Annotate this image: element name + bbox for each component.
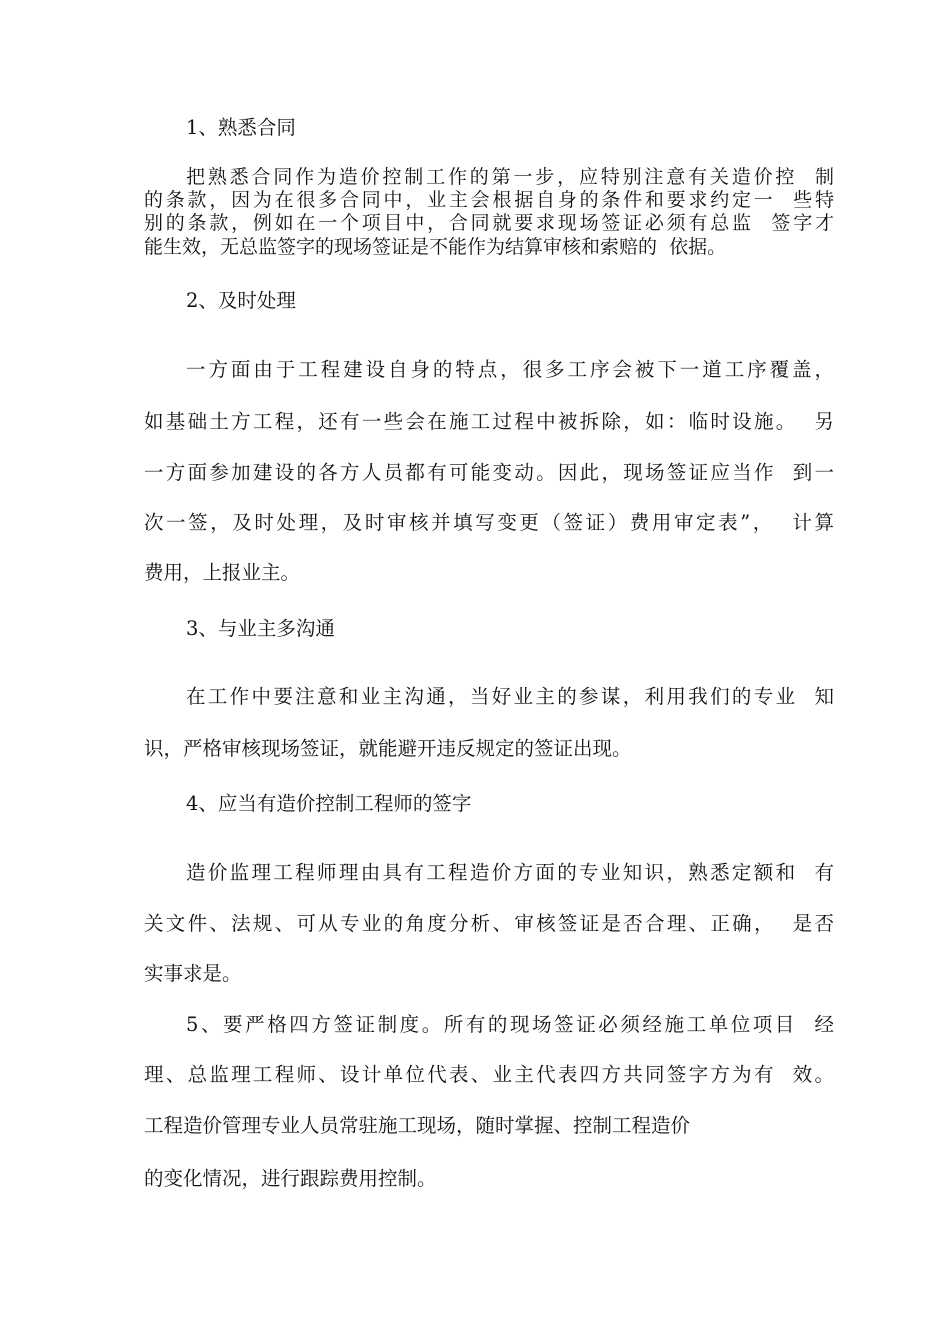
section-5-line-3: 工程造价管理专业人员常驻施工现场，随时掌握、控制工程造价 [144,1114,691,1137]
section-1-heading: 1、熟悉合同 [186,116,296,139]
section-4-heading: 4、应当有造价控制工程师的签字 [186,792,472,815]
section-4-line-1: 造价监理工程师理由具有工程造价方面的专业知识，熟悉定额和 有 [186,861,834,884]
section-3-line-1: 在工作中要注意和业主沟通，当好业主的参谋，利用我们的专业 知 [186,685,834,708]
section-2-line-5: 费用，上报业主。 [144,561,301,584]
section-4-line-2: 关文件、法规、可从专业的角度分析、审核签证是否合理、正确， 是否 [144,912,834,935]
section-4-line-3: 实事求是。 [144,962,242,985]
section-5-line-2: 理、总监理工程师、设计单位代表、业主代表四方共同签字方为有 效。 [144,1063,834,1086]
section-2-heading: 2、及时处理 [186,289,296,312]
section-1-line-3: 别的条款，例如在一个项目中，合同就要求现场签证必须有总监 签字才 [144,212,834,234]
section-1-line-4: 能生效，无总监签字的现场签证是不能作为结算审核和索赔的 依据。 [144,236,727,258]
section-1-line-2: 的条款，因为在很多合同中，业主会根据自身的条件和要求约定一 些特 [144,189,834,211]
section-2-line-3: 一方面参加建设的各方人员都有可能变动。因此，现场签证应当作 到一 [144,461,834,484]
section-2-line-4: 次一签，及时处理，及时审核并填写变更（签证）费用审定表”， 计算 [144,511,834,534]
section-1-line-1: 把熟悉合同作为造价控制工作的第一步，应特别注意有关造价控 制 [186,166,834,188]
section-2-line-1: 一方面由于工程建设自身的特点，很多工序会被下一道工序覆盖， [186,358,834,381]
section-3-heading: 3、与业主多沟通 [186,617,335,640]
section-2-line-2: 如基础土方工程，还有一些会在施工过程中被拆除，如：临时设施。 另 [144,410,834,433]
section-5-line-1: 5、要严格四方签证制度。所有的现场签证必须经施工单位项目 经 [186,1013,834,1036]
section-5-line-4: 的变化情况，进行跟踪费用控制。 [144,1167,437,1190]
section-3-line-2: 识，严格审核现场签证，就能避开违反规定的签证出现。 [144,737,632,760]
